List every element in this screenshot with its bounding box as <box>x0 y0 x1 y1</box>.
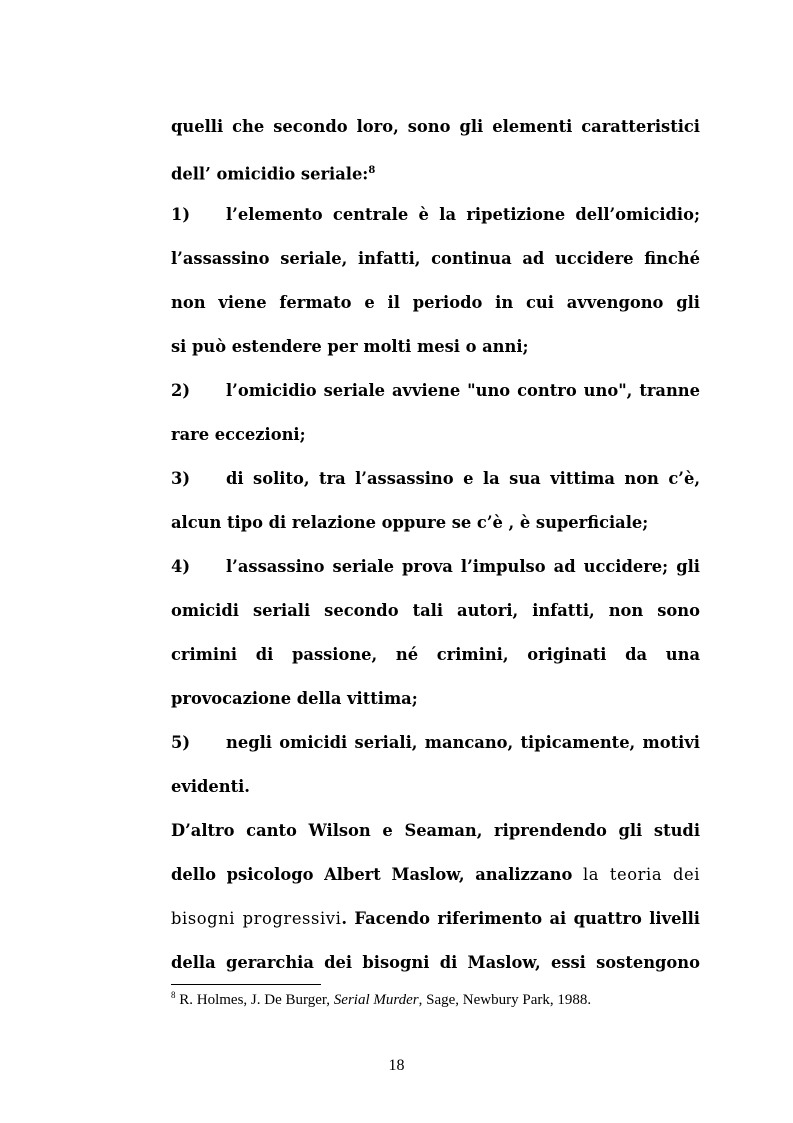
text-line: quelli che secondo loro, sono gli elementi caratteristici <box>171 117 700 136</box>
text-line: provocazione della vittima; <box>171 689 418 708</box>
text-line: D’altro canto Wilson e Seaman, riprendendo gli studi <box>171 821 700 840</box>
footnote-reference: 8 <box>368 165 376 176</box>
text-span: l’elemento centrale è la ripetizione dell’omicidio; <box>226 205 700 224</box>
text-line <box>171 897 700 941</box>
item-number: 3) <box>171 469 191 488</box>
item-number: 4) <box>171 557 191 576</box>
text-line: omicidi seriali secondo tali autori, infatti, non sono <box>171 601 700 620</box>
text-line: si può estendere per molti mesi o anni; <box>171 337 529 356</box>
text-line: alcun tipo di relazione oppure se c’è , è superficiale; <box>171 513 649 532</box>
text-line <box>171 149 700 193</box>
text-span: dello psicologo Albert Maslow, analizzano <box>171 865 573 884</box>
text-line: della gerarchia dei bisogni di Maslow, essi sostengono <box>171 953 700 972</box>
text-line: crimini di passione, né crimini, originati da una <box>171 645 700 664</box>
list-item-1 <box>171 193 700 237</box>
item-number: 1) <box>171 205 191 224</box>
text-line: rare eccezioni; <box>171 425 306 444</box>
footnote-text-end: , Sage, Newbury Park, 1988. <box>418 992 592 1008</box>
text-span: dell’ omicidio seriale: <box>171 164 369 184</box>
text-span-light: la teoria dei <box>583 865 700 884</box>
item-number: 2) <box>171 381 191 400</box>
footnote-marker: 8 <box>171 990 176 1000</box>
text-span: l’omicidio seriale avviene "uno contro uno", tranne <box>226 381 700 400</box>
list-item-3 <box>171 457 700 501</box>
text-line: l’assassino seriale, infatti, continua ad uccidere finché <box>171 249 700 268</box>
page-number: 18 <box>388 1057 405 1074</box>
text-span: negli omicidi seriali, mancano, tipicamente, motivi <box>226 733 700 752</box>
list-item-4 <box>171 545 700 589</box>
list-item-2 <box>171 369 700 413</box>
footnote <box>171 990 711 1009</box>
footnote-text: R. Holmes, J. De Burger, <box>179 992 331 1008</box>
item-number: 5) <box>171 733 191 752</box>
text-line <box>171 853 700 897</box>
text-line: non viene fermato e il periodo in cui avvengono gli <box>171 293 700 312</box>
text-span: di solito, tra l’assassino e la sua vittima non c’è, <box>226 469 700 488</box>
text-span-light: bisogni progressivi <box>171 909 342 928</box>
list-item-5 <box>171 721 700 765</box>
text-line: evidenti. <box>171 777 250 796</box>
footnote-separator <box>171 984 321 985</box>
text-span: l’assassino seriale prova l’impulso ad uccidere; gli <box>226 557 700 576</box>
text-span: . Facendo riferimento ai quattro livelli <box>341 909 700 928</box>
footnote-title: Serial Murder <box>333 992 419 1008</box>
body-text <box>171 105 700 985</box>
